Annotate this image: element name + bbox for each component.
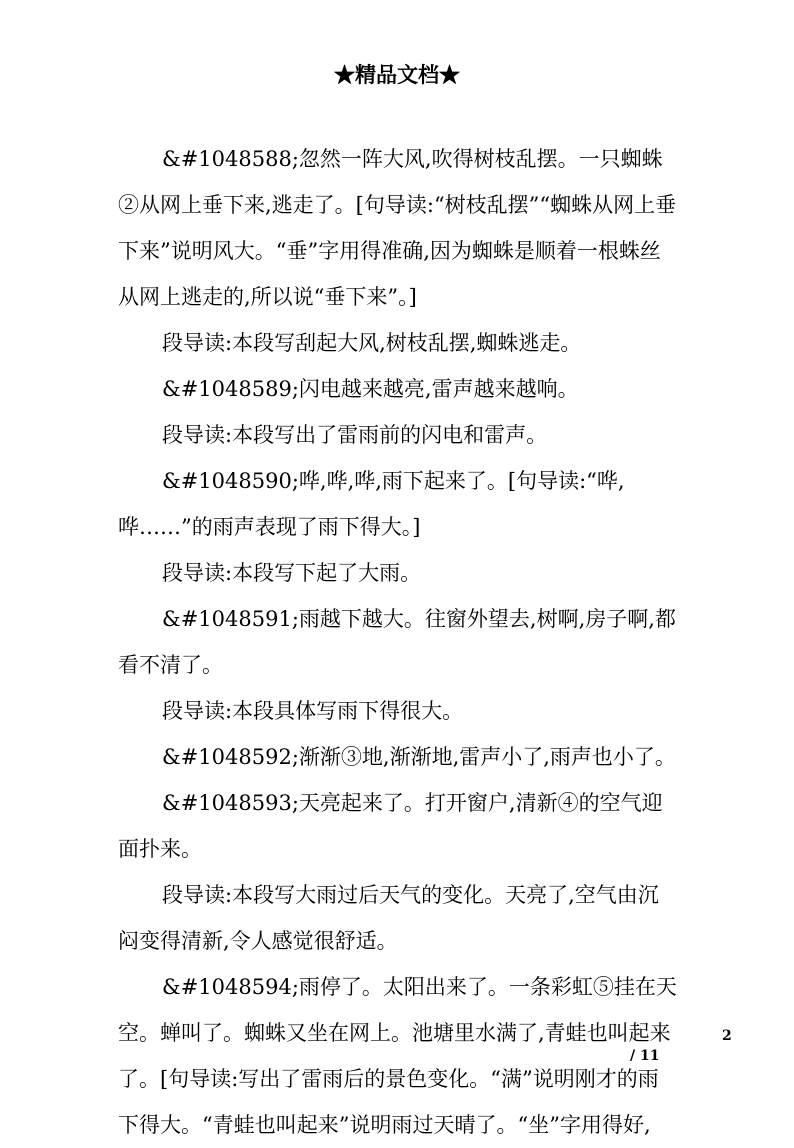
paragraph: &#1048594;雨停了。太阳出来了。一条彩虹⑤挂在天空。蝉叫了。蜘蛛又坐在网上。池塘里水满了,青蛙也叫起来了。[句导读:写出了雷雨后的景色变化。“满”说明刚才的雨下得大。“青蛙也叫起来”说明雨过天晴了。“坐”字用得好, — [118, 975, 677, 1137]
paragraph: 段导读:本段写出了雷雨前的闪电和雷声。 — [162, 423, 548, 447]
paragraph: &#1048589;闪电越来越亮,雷声越来越响。 — [162, 377, 579, 401]
document-header: ★精品文档★ — [334, 62, 460, 87]
paragraph: &#1048588;忽然一阵大风,吹得树枝乱摆。一只蜘蛛②从网上垂下来,逃走了。[句导读:“树枝乱摆”“蜘蛛从网上垂下来”说明风大。“垂”字用得准确,因为蜘蛛是顺着一根蛛丝从网上逃走的,所以说“垂下来”。] — [118, 147, 677, 309]
paragraph: &#1048592;渐渐③地,渐渐地,雷声小了,雨声也小了。 — [162, 745, 676, 769]
page-number: 2 — [722, 1028, 732, 1044]
paragraph: &#1048590;哗,哗,哗,雨下起来了。[句导读:“哗,哗……”的雨声表现了雨下得大。] — [118, 469, 625, 539]
paragraph: &#1048593;天亮起来了。打开窗户,清新④的空气迎面扑来。 — [118, 791, 663, 861]
document-body — [118, 136, 678, 1148]
paragraph: 段导读:本段写刮起大风,树枝乱摆,蜘蛛逃走。 — [162, 331, 582, 355]
paragraph: &#1048591;雨越下越大。往窗外望去,树啊,房子啊,都看不清了。 — [118, 607, 676, 677]
page-total: / 11 — [630, 1048, 660, 1064]
paragraph: 段导读:本段写下起了大雨。 — [162, 561, 422, 585]
paragraph: 段导读:本段具体写雨下得很大。 — [162, 699, 464, 723]
paragraph: 段导读:本段写大雨过后天气的变化。天亮了,空气由沉闷变得清新,令人感觉很舒适。 — [118, 883, 659, 953]
